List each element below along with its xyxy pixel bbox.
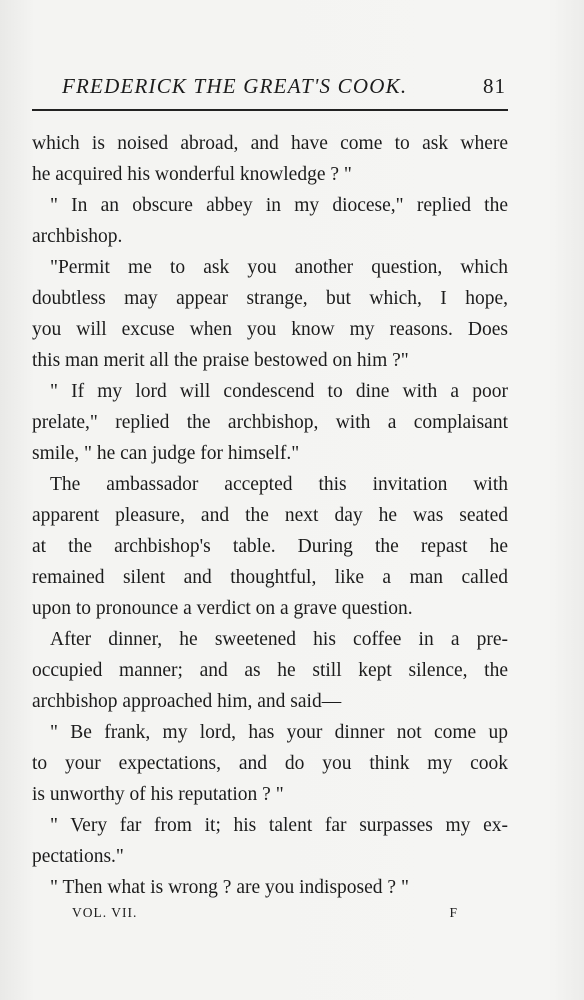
text-line: which is noised abroad, and have come to ask where [32,133,508,154]
text-line: at the archbishop's table. During the repast he [32,536,508,557]
page-number: 81 [483,74,506,98]
running-title: FREDERICK THE GREAT'S COOK. [62,74,408,98]
text-line: is unworthy of his reputation ? " [32,784,284,805]
text-line: upon to pronounce a verdict on a grave question. [32,598,413,619]
text-line: " Then what is wrong ? are you indisposed ? " [50,877,409,898]
text-line: "Permit me to ask you another question, which [50,257,508,278]
page-header [32,70,508,110]
text-line: apparent pleasure, and the next day he was seated [32,505,508,526]
text-line: pectations." [32,846,124,867]
text-line: remained silent and thoughtful, like a man called [32,567,508,588]
text-line: occupied manner; and as he still kept silence, the [32,660,508,681]
body-text [32,128,508,903]
text-line: " If my lord will condescend to dine with a poor [50,381,508,402]
text-line: smile, " he can judge for himself." [32,443,300,464]
text-line: archbishop. [32,226,123,247]
text-line: you will excuse when you know my reasons. Does [32,319,508,340]
text-line: The ambassador accepted this invitation with [50,474,508,495]
text-line: " Very far from it; his talent far surpasses my ex- [50,815,508,836]
text-line: " Be frank, my lord, has your dinner not come up [50,722,508,743]
text-line: After dinner, he sweetened his coffee in a pre- [50,629,508,650]
volume-label: VOL. VII. [72,905,138,920]
text-line: to your expectations, and do you think my cook [32,753,508,774]
text-line: he acquired his wonderful knowledge ? " [32,164,352,185]
page-footer [32,905,508,925]
text-line: prelate," replied the archbishop, with a complaisant [32,412,508,433]
text-line: doubtless may appear strange, but which, I hope, [32,288,508,309]
text-line: this man merit all the praise bestowed on him ?" [32,350,409,371]
text-line: archbishop approached him, and said— [32,691,342,712]
header-rule [32,109,508,111]
text-line: " In an obscure abbey in my diocese," replied the [50,195,508,216]
signature-mark: F [449,905,458,920]
